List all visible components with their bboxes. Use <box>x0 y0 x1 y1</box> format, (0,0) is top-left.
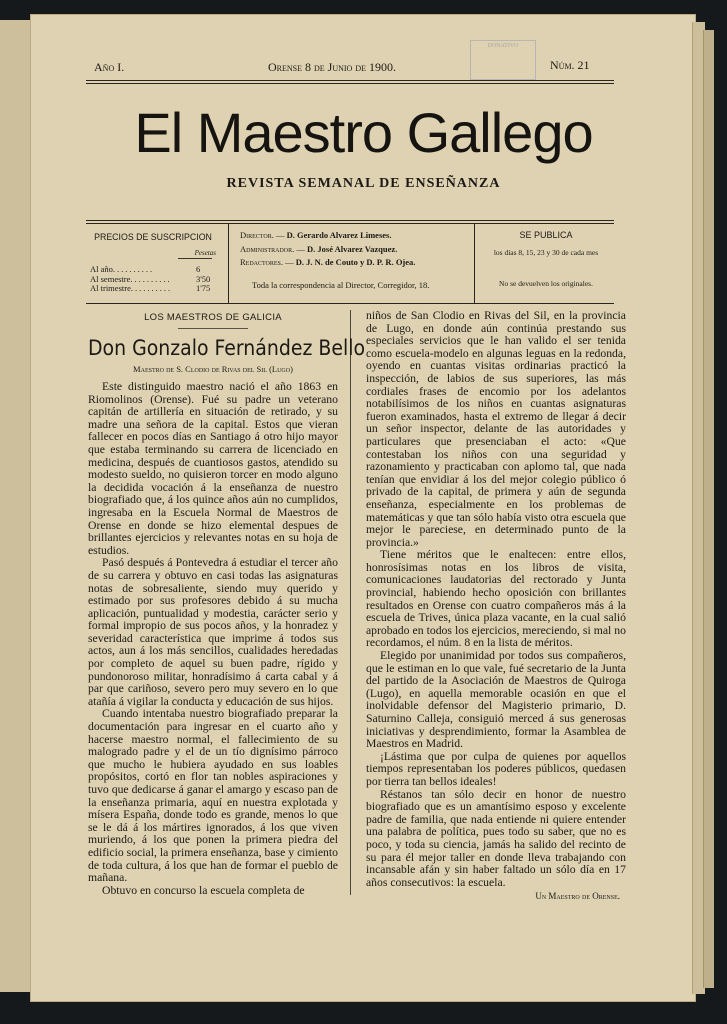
header-rule <box>86 80 614 81</box>
subscription-row: Al trimestre .......... 1'75 <box>90 284 216 294</box>
staff-box <box>240 229 470 292</box>
paragraph: Réstanos tan sólo decir en honor de nuestro biografiado que es un amantísimo esposo y excelente padre de familia, que nada entiende ni quiere entender una palabra de política, pues todo su saber, que no es poco, y toda su ciencia, jamás ha salido del recinto de su para él mejor taller en donde lleva trabajando con incansable afán y sin haber faltado un sólo día en 17 años consecutivos: la escuela. <box>366 787 626 889</box>
box-divider-right <box>474 223 475 303</box>
paragraph: Obtuvo en concurso la escuela completa de <box>102 883 305 897</box>
header-rule-2 <box>86 83 614 84</box>
paragraph: Elegido por unanimidad por todos sus compañeros, que le estiman en lo que vale, fué secretario de la Junta del partido de la Asociación de Maestros de Quiroga (Lugo), en aquella memorable ocasión en que el inolvidable defensor del Magisterio primario, D. Saturnino Calleja, consiguió merced á sus generosas iniciativas y desprendimiento, formar la Asamblea de Maestros en Madrid. <box>366 649 626 751</box>
paragraph: niños de San Clodio en Rivas del Sil, en la provincia de Lugo, en donde aún continúa prestando sus especiales servicios que le han valido el ser tenida como escuela-modelo en algunas leguas en la redonda, oyendo en cuantas visitas ordinarias practicó la inspección, de labios de sus superiores, las más cordiales frases de encomio por los adelantos notabilísimos de los niños en cuantas asignaturas fueron examinados, hasta el extremo de llegar á decir un señor inspector, delante de las autoridades y particulares que presenciaban el acto: «Que contestaban los niños con una seguridad y razonamiento y practicaban con aplomo tal, que nada tenían que envidiar á los del mejor colegio público ó privado de la capital, de primera y aún de segunda enseñanza, especialmente en los problemas de matemáticas y que tan sólo había visto otra escuela que mejor le pareciese, en determinado punto de la provincia.» <box>366 309 626 549</box>
column-divider <box>350 310 351 895</box>
publication-heading: SE PUBLICA <box>519 230 573 240</box>
subscription-box <box>90 231 216 294</box>
paragraph: Pasó después á Pontevedra á estudiar el tercer año de su carrera y obtuvo en casi todas las asignaturas notas de sobresaliente, siendo muy querido y estimado por sus profesores debido á su mucha aplicación, puntualidad y modestia, carácter serio y formal impropio de sus pocos años, y la honradez y severidad característica que imprime á todos sus actos, aun á los más sencillos, cualidades heredadas por completo de aquel su buen padre, rígido y pundonoroso militar, honradísimo á carta cabal y á par que cariñoso, severo pero muy severo en lo que atañía á vigilar la conducta y educación de sus hijos. <box>88 556 338 708</box>
article-signature: Un Maestro de Orense. <box>535 891 620 902</box>
originals-note: No se devuelven los originales. <box>499 279 593 288</box>
article-left-column <box>88 312 366 897</box>
masthead-title: El Maestro Gallego <box>134 101 593 164</box>
period-price: 3'50 <box>196 273 211 284</box>
subscription-heading: PRECIOS DE SUSCRIPCION <box>94 232 212 242</box>
period-label: Al trimestre <box>90 283 131 293</box>
publication-dates: los días 8, 15, 23 y 30 de cada mes <box>493 248 599 257</box>
left-text <box>88 381 338 897</box>
page-stack-edge-back <box>703 30 714 988</box>
box-top-rule <box>86 220 614 221</box>
library-stamp <box>470 40 536 80</box>
box-top-rule-2 <box>86 223 614 224</box>
editors-line: Redactores. — D. J. N. de Couto y D. P. R. Ojea. <box>240 257 416 267</box>
currency-label: Pesetas <box>194 249 216 257</box>
article-byline: Maestro de S. Clodio de Rivas del Sil (Lugo) <box>133 364 293 374</box>
paragraph: Cuando intentaba nuestro biografiado preparar la documentación para ingresar en el cuarto año y hacerse maestro normal, el fallecimiento de su malogrado padre y el de un tío dignísimo párroco que mucho le hubiera ayudado en sus loables propósitos, cortó en flor tan nobles aspiraciones y tuvo que dedicarse á ganar el amargo y escaso pan de la enseñanza primaria, aquí en nuestra explotada y mísera España, donde todo es grande, menos lo que se le dá á los mártires ignorados, á los que viven muriendo, á los que ponen la primera piedra del edificio social, la primera enseñanza, base y cimiento de toda cultura, á los que han de formar el pueblo de mañana. <box>88 707 338 885</box>
section-rule <box>178 328 248 329</box>
director-name: D. Gerardo Alvarez Limeses. <box>286 230 392 240</box>
subscription-row: Al semestre .......... 3'50 <box>90 275 216 285</box>
subscription-row: Al año .......... 6 <box>90 265 216 275</box>
box-bottom-rule <box>86 303 614 304</box>
publication-box <box>478 229 614 290</box>
box-divider-left <box>228 223 229 303</box>
director-line: Director. — D. Gerardo Alvarez Limeses. <box>240 230 392 240</box>
currency-rule <box>178 258 212 259</box>
issue-number: Núm. 21 <box>550 58 590 72</box>
paragraph: ¡Lástima que por culpa de quienes por aquellos tiempos representaban los poderes públicos, quedasen por tierra tan bellos ideales! <box>366 749 626 788</box>
period-label: Al año <box>90 264 113 274</box>
paragraph: Este distinguido maestro nació el año 1863 en Riomolinos (Orense). Fué su padre un veterano capitán de artillería en situación de retirado, y su madre una señora de la capital. Estos que vieran fallecer en pocos días en Santiago á otro hijo mayor que estaba terminando su carrera de licenciado en medicina, después de cuantiosos gastos, atendido su modesto sueldo, no quisieron torcer en modo alguno la decidida vocación á la enseñanza de nuestro biografiado que, á los quince años aún no cumplidos, ingresaba en la Escuela Normal de Maestros de Orense en donde se hizo elemental despues de brillantes ejercicios y relevantes notas en su hoja de estudios. <box>88 380 338 557</box>
previous-page-edge <box>0 20 33 992</box>
period-price: 6 <box>196 264 201 274</box>
editors-names: D. J. N. de Couto y D. P. R. Ojea. <box>295 257 416 267</box>
masthead-subtitle: REVISTA SEMANAL DE ENSEÑANZA <box>226 176 501 191</box>
article-right-column <box>366 310 626 901</box>
admin-label: Administrador. <box>240 243 295 254</box>
section-heading: LOS MAESTROS DE GALICIA <box>144 312 282 323</box>
article-headline: Don Gonzalo Fernández Bello <box>88 336 366 360</box>
stamp-text: DONATIVO <box>487 43 519 49</box>
admin-name: D. José Alvarez Vazquez. <box>307 243 398 254</box>
right-text <box>366 310 626 889</box>
period-price: 1'75 <box>196 283 211 293</box>
editors-label: Redactores. <box>240 257 284 267</box>
paragraph: Tiene méritos que le enaltecen: entre ellos, honrosísimas notas en los libros de visita, comunicaciones laudatorias del rectorado y Junta provincial, habiendo hecho oposición con brillantes resultados en Orense con cuatro compañeros más á la escuela de Trives, única plaza vacante, en la cual salió aprobado en todos los ejercicios, mereciendo, si mal no recordamos, el núm. 8 en la lista de méritos. <box>366 548 626 650</box>
period-label: Al semestre <box>90 273 131 284</box>
dateline: Orense 8 de Junio de 1900. <box>268 60 396 74</box>
director-label: Director. <box>240 230 274 240</box>
admin-line: Administrador. — D. José Alvarez Vazquez. <box>240 243 398 254</box>
correspondence-note: Toda la correspondencia al Director, Corregidor, 18. <box>252 279 430 290</box>
year-label: Año I. <box>94 60 125 74</box>
